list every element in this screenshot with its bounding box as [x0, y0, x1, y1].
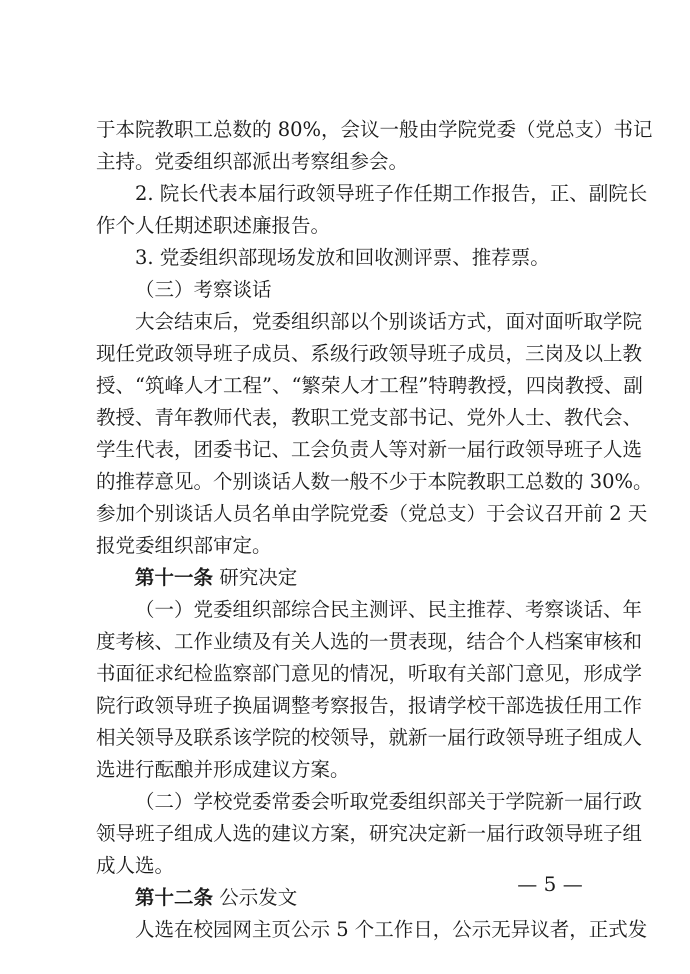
article-title-11: 研究决定	[219, 566, 298, 589]
text-line: 教授、青年教师代表，教职工党支部书记、党外人士、教代会、	[96, 406, 643, 429]
text-line: 报党委组织部审定。	[96, 534, 272, 557]
text-line: （一）党委组织部综合民主测评、民主推荐、考察谈话、年	[135, 598, 643, 621]
text-line: 书面征求纪检监察部门意见的情况，听取有关部门意见，形成学	[96, 662, 643, 685]
text-line: （二）学校党委常委会听取党委组织部关于学院新一届行政	[135, 790, 643, 813]
text-line: 度考核、工作业绩及有关人选的一贯表现，结合个人档案审核和	[96, 630, 643, 653]
text-line: 2. 院长代表本届行政领导班子作任期工作报告，正、副院长	[135, 182, 648, 205]
text-line: 成人选。	[96, 854, 175, 877]
text-line: 领导班子组成人选的建议方案，研究决定新一届行政领导班子组	[96, 822, 643, 845]
text-line: 作个人任期述职述廉报告。	[96, 214, 331, 237]
text-line: 人选在校园网主页公示 5 个工作日，公示无异议者，正式发	[135, 918, 648, 941]
text-line: 于本院教职工总数的 80%，会议一般由学院党委（党总支）书记	[96, 118, 653, 141]
article-title-12: 公示发文	[219, 886, 298, 909]
text-line: 现任党政领导班子成员、系级行政领导班子成员，三岗及以上教	[96, 342, 643, 365]
section-heading: （三）考察谈话	[135, 278, 272, 301]
text-line: 学生代表，团委书记、工会负责人等对新一届行政领导班子人选	[96, 438, 643, 461]
text-line: 主持。党委组织部派出考察组参会。	[96, 150, 409, 173]
article-number-12: 第十二条	[135, 886, 214, 909]
text-line: 授、“筑峰人才工程”、“繁荣人才工程”特聘教授，四岗教授、副	[96, 374, 643, 397]
text-line: 的推荐意见。个别谈话人数一般不少于本院教职工总数的 30%。	[96, 470, 653, 493]
page-number: — 5 —	[517, 872, 583, 896]
text-line: 3. 党委组织部现场发放和回收测评票、推荐票。	[135, 246, 550, 269]
text-line: 参加个别谈话人员名单由学院党委（党总支）于会议召开前 2 天	[96, 502, 648, 525]
text-line: 选进行酝酿并形成建议方案。	[96, 758, 350, 781]
text-line: 大会结束后，党委组织部以个别谈话方式，面对面听取学院	[135, 310, 643, 333]
text-line: 院行政领导班子换届调整考察报告，报请学校干部选拔任用工作	[96, 694, 643, 717]
article-heading-11	[135, 566, 592, 590]
article-number-11: 第十一条	[135, 566, 214, 589]
text-line: 相关领导及联系该学院的校领导，就新一届行政领导班子组成人	[96, 726, 643, 749]
